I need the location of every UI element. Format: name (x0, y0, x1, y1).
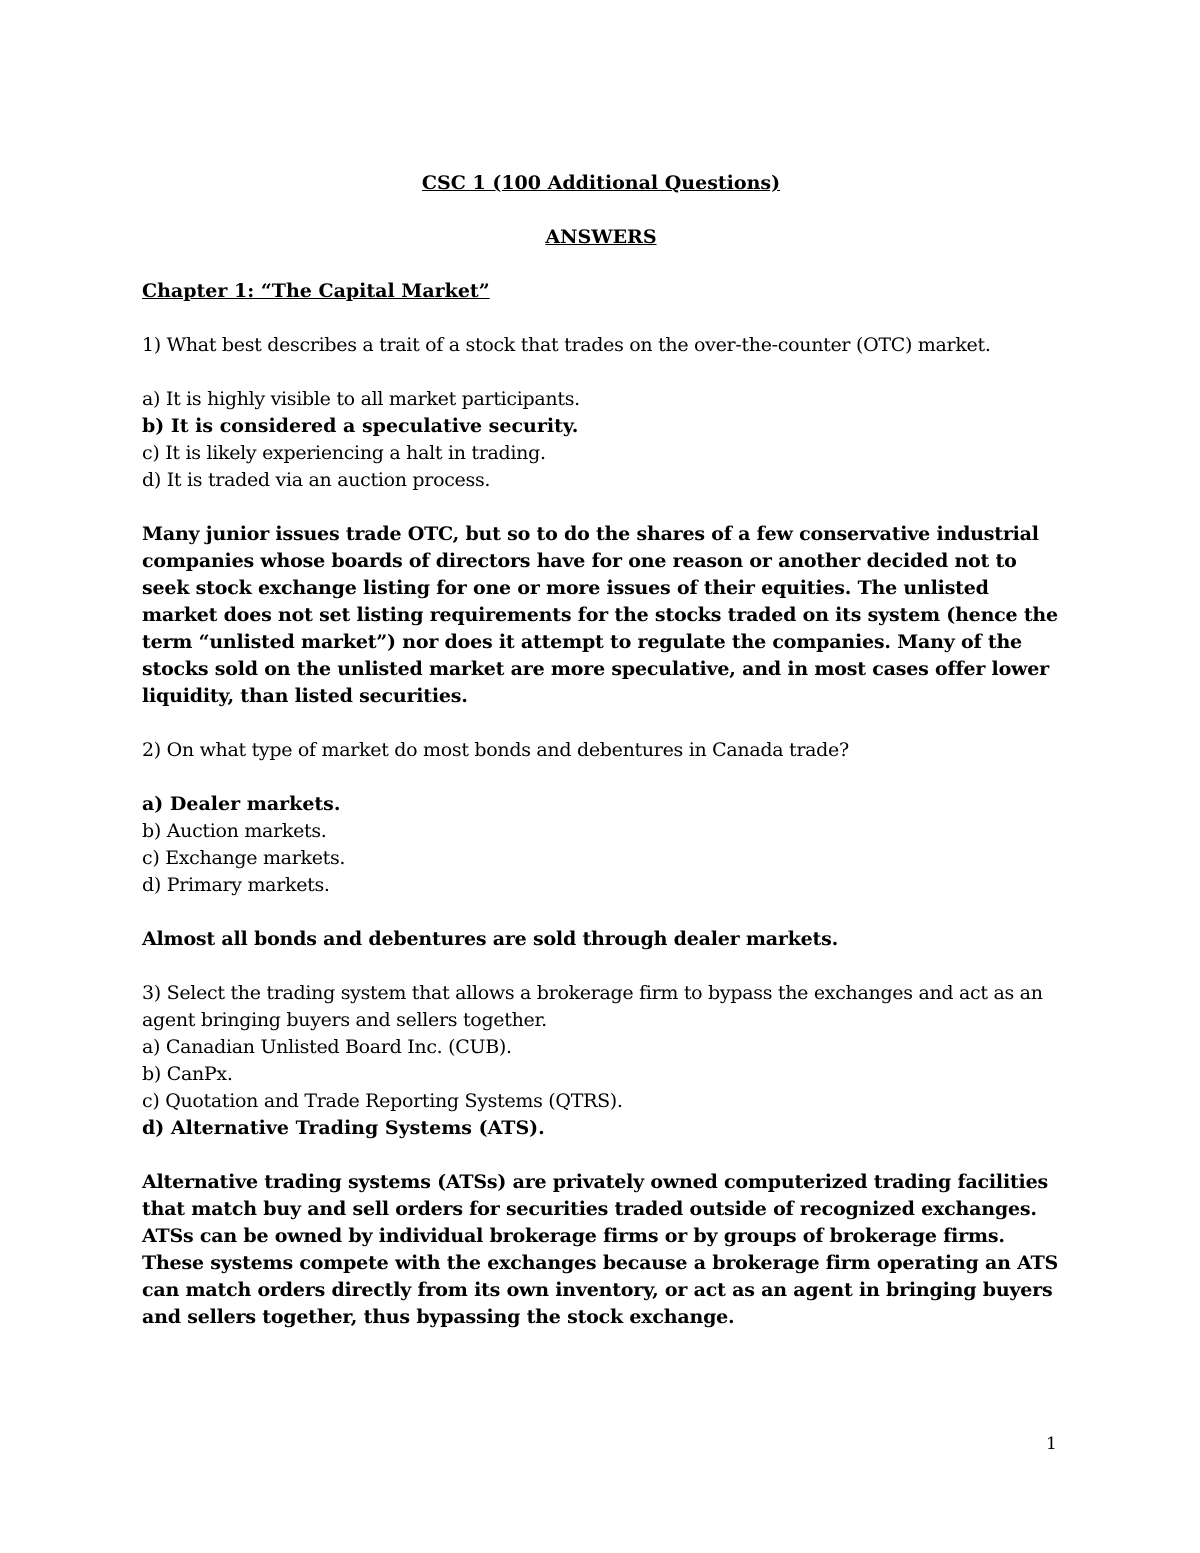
answer-option: c) Exchange markets. (142, 847, 346, 869)
answer-explanation: Alternative trading systems (ATSs) are privately owned computerized trading facilities that match buy and sell orders for securities traded outside of recognized exchanges. ATSs can be owned by individual brokerage firms or by groups of brokerage firms. These systems compete with the exchanges because a brokerage firm operating an ATS can match orders directly from its own inventory, or act as an agent in bringing buyers and sellers together, thus bypassing the stock exchange. (142, 1171, 1059, 1328)
question-text: 2) On what type of market do most bonds and debentures in Canada trade? (142, 739, 849, 761)
question-block-2 (142, 737, 1067, 953)
answer-option: c) Quotation and Trade Reporting Systems (QTRS). (142, 1090, 623, 1112)
question-text: 1) What best describes a trait of a stock that trades on the over-the-counter (OTC) market. (142, 334, 991, 356)
answer-explanation: Many junior issues trade OTC, but so to do the shares of a few conservative industrial companies whose boards of directors have for one reason or another decided not to seek stock exchange listing for one or more issues of their equities. The unlisted market does not set listing requirements for the stocks traded on its system (hence the term “unlisted market”) nor does it attempt to regulate the companies. Many of the stocks sold on the unlisted market are more speculative, and in most cases offer lower liquidity, than listed securities. (142, 523, 1058, 707)
answer-explanation: Almost all bonds and debentures are sold through dealer markets. (142, 928, 839, 950)
answer-option: b) CanPx. (142, 1063, 233, 1085)
answer-option: d) Primary markets. (142, 874, 330, 896)
question-text: 3) Select the trading system that allows a brokerage firm to bypass the exchanges and act as an agent bringing buyers and sellers together. (142, 982, 1043, 1031)
answer-option: a) It is highly visible to all market participants. (142, 388, 580, 410)
correct-answer-option: a) Dealer markets. (142, 793, 341, 815)
document-page (142, 170, 1067, 1331)
answer-option: a) Canadian Unlisted Board Inc. (CUB). (142, 1036, 512, 1058)
question-block-3 (142, 980, 1067, 1331)
question-block-1 (142, 332, 1067, 710)
document-subtitle: ANSWERS (545, 226, 657, 248)
document-title: CSC 1 (100 Additional Questions) (421, 172, 781, 194)
answer-option: c) It is likely experiencing a halt in trading. (142, 442, 546, 464)
answer-option: d) It is traded via an auction process. (142, 469, 491, 491)
answer-option: b) Auction markets. (142, 820, 327, 842)
chapter-heading: Chapter 1: “The Capital Market” (142, 280, 490, 302)
page-number: 1 (1046, 1434, 1057, 1454)
correct-answer-option: d) Alternative Trading Systems (ATS). (142, 1117, 545, 1139)
correct-answer-option: b) It is considered a speculative security. (142, 415, 579, 437)
